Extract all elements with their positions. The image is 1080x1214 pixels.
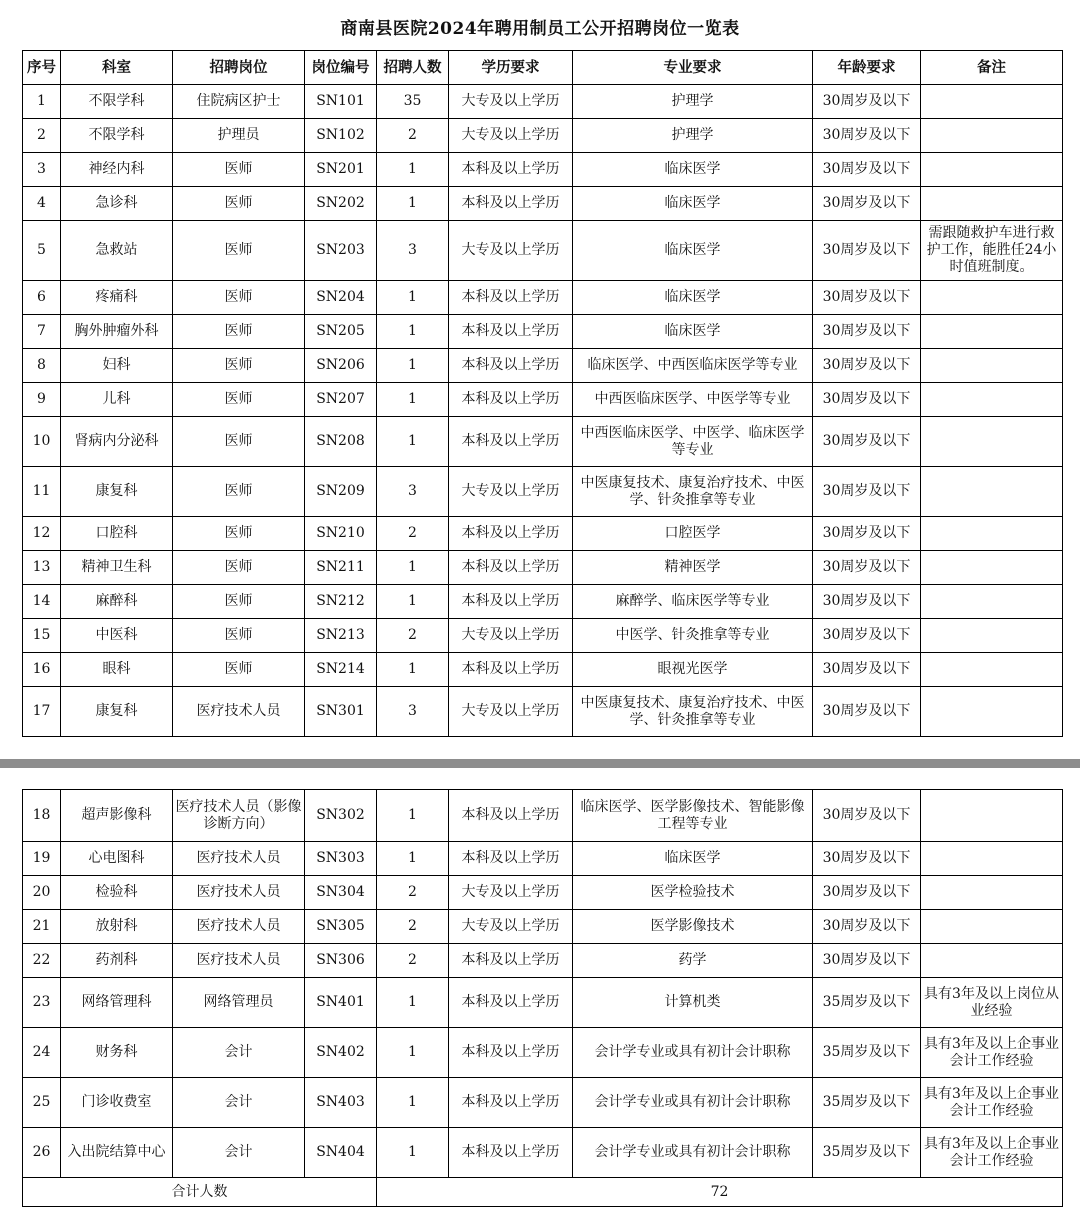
row-dept: 肾病内分泌科: [61, 417, 173, 467]
row-dept: 超声影像科: [61, 790, 173, 842]
table-row: [23, 653, 1063, 687]
row-age: 30周岁及以下: [813, 119, 921, 153]
row-major: 中医康复技术、康复治疗技术、中医学、针灸推拿等专业: [573, 687, 813, 737]
row-code: SN304: [305, 876, 377, 910]
table-row: [23, 876, 1063, 910]
row-note: [921, 551, 1063, 585]
table-row: [23, 619, 1063, 653]
row-post: 医师: [173, 653, 305, 687]
row-code: SN301: [305, 687, 377, 737]
row-code: SN403: [305, 1078, 377, 1128]
row-no: 6: [23, 281, 61, 315]
header-cell-no: 序号: [23, 51, 61, 85]
row-code: SN214: [305, 653, 377, 687]
table-row: [23, 383, 1063, 417]
row-post: 医师: [173, 221, 305, 281]
row-age: 30周岁及以下: [813, 842, 921, 876]
row-note: 具有3年及以上企事业会计工作经验: [921, 1078, 1063, 1128]
row-age: 30周岁及以下: [813, 687, 921, 737]
row-age: 35周岁及以下: [813, 1128, 921, 1178]
row-note: [921, 619, 1063, 653]
row-major: 护理学: [573, 119, 813, 153]
row-edu: 本科及以上学历: [449, 978, 573, 1028]
recruitment-table-part1: [22, 50, 1063, 737]
row-no: 26: [23, 1128, 61, 1178]
row-edu: 本科及以上学历: [449, 281, 573, 315]
row-code: SN102: [305, 119, 377, 153]
row-age: 30周岁及以下: [813, 383, 921, 417]
row-dept: 心电图科: [61, 842, 173, 876]
table-row: [23, 517, 1063, 551]
table-row: [23, 349, 1063, 383]
row-count: 1: [377, 842, 449, 876]
row-post: 住院病区护士: [173, 85, 305, 119]
row-code: SN210: [305, 517, 377, 551]
total-label: 合计人数: [23, 1178, 377, 1207]
row-dept: 门诊收费室: [61, 1078, 173, 1128]
row-count: 2: [377, 517, 449, 551]
row-age: 30周岁及以下: [813, 417, 921, 467]
row-note: [921, 153, 1063, 187]
row-post: 医疗技术人员: [173, 687, 305, 737]
row-age: 30周岁及以下: [813, 187, 921, 221]
row-no: 4: [23, 187, 61, 221]
header-cell-age: 年龄要求: [813, 51, 921, 85]
row-code: SN201: [305, 153, 377, 187]
row-dept: 检验科: [61, 876, 173, 910]
table-row: [23, 585, 1063, 619]
row-no: 19: [23, 842, 61, 876]
row-count: 1: [377, 417, 449, 467]
row-post: 网络管理员: [173, 978, 305, 1028]
row-note: [921, 417, 1063, 467]
row-code: SN305: [305, 910, 377, 944]
table-row: [23, 1128, 1063, 1178]
table-row: [23, 119, 1063, 153]
row-code: SN207: [305, 383, 377, 417]
row-note: [921, 467, 1063, 517]
row-major: 医学影像技术: [573, 910, 813, 944]
table-row: [23, 910, 1063, 944]
row-age: 30周岁及以下: [813, 349, 921, 383]
row-note: [921, 315, 1063, 349]
row-edu: 本科及以上学历: [449, 653, 573, 687]
table-row: [23, 187, 1063, 221]
row-dept: 不限学科: [61, 119, 173, 153]
row-age: 30周岁及以下: [813, 585, 921, 619]
row-edu: 本科及以上学历: [449, 1028, 573, 1078]
row-major: 临床医学: [573, 221, 813, 281]
row-edu: 本科及以上学历: [449, 315, 573, 349]
row-post: 医疗技术人员（影像诊断方向）: [173, 790, 305, 842]
row-edu: 本科及以上学历: [449, 1128, 573, 1178]
row-code: SN306: [305, 944, 377, 978]
row-edu: 本科及以上学历: [449, 944, 573, 978]
row-major: 中西医临床医学、中医学等专业: [573, 383, 813, 417]
row-major: 医学检验技术: [573, 876, 813, 910]
row-post: 医师: [173, 551, 305, 585]
row-age: 30周岁及以下: [813, 221, 921, 281]
row-edu: 本科及以上学历: [449, 349, 573, 383]
row-post: 医疗技术人员: [173, 910, 305, 944]
row-post: 医师: [173, 187, 305, 221]
row-edu: 大专及以上学历: [449, 85, 573, 119]
header-cell-edu: 学历要求: [449, 51, 573, 85]
table-row: [23, 281, 1063, 315]
row-major: 计算机类: [573, 978, 813, 1028]
row-code: SN204: [305, 281, 377, 315]
row-no: 20: [23, 876, 61, 910]
row-edu: 大专及以上学历: [449, 910, 573, 944]
row-major: 临床医学、医学影像技术、智能影像工程等专业: [573, 790, 813, 842]
row-major: 精神医学: [573, 551, 813, 585]
row-note: [921, 585, 1063, 619]
row-dept: 财务科: [61, 1028, 173, 1078]
row-note: 具有3年及以上企事业会计工作经验: [921, 1028, 1063, 1078]
row-note: [921, 85, 1063, 119]
row-no: 14: [23, 585, 61, 619]
row-dept: 网络管理科: [61, 978, 173, 1028]
row-code: SN209: [305, 467, 377, 517]
row-post: 医师: [173, 417, 305, 467]
row-code: SN402: [305, 1028, 377, 1078]
row-age: 30周岁及以下: [813, 653, 921, 687]
row-edu: 本科及以上学历: [449, 842, 573, 876]
row-dept: 放射科: [61, 910, 173, 944]
row-code: SN203: [305, 221, 377, 281]
row-count: 1: [377, 551, 449, 585]
row-no: 16: [23, 653, 61, 687]
row-note: [921, 910, 1063, 944]
table-row: [23, 85, 1063, 119]
row-major: 临床医学: [573, 281, 813, 315]
row-note: [921, 349, 1063, 383]
row-post: 医师: [173, 349, 305, 383]
row-no: 21: [23, 910, 61, 944]
row-dept: 康复科: [61, 687, 173, 737]
row-age: 30周岁及以下: [813, 790, 921, 842]
row-code: SN213: [305, 619, 377, 653]
row-note: [921, 790, 1063, 842]
header-cell-note: 备注: [921, 51, 1063, 85]
row-code: SN202: [305, 187, 377, 221]
row-major: 临床医学、中西医临床医学等专业: [573, 349, 813, 383]
table-row: [23, 417, 1063, 467]
row-code: SN404: [305, 1128, 377, 1178]
row-count: 2: [377, 619, 449, 653]
row-note: 需跟随救护车进行救护工作，能胜任24小时值班制度。: [921, 221, 1063, 281]
row-note: [921, 187, 1063, 221]
row-count: 35: [377, 85, 449, 119]
row-edu: 大专及以上学历: [449, 619, 573, 653]
row-age: 30周岁及以下: [813, 467, 921, 517]
row-count: 1: [377, 978, 449, 1028]
row-no: 23: [23, 978, 61, 1028]
table-row: [23, 1078, 1063, 1128]
row-count: 1: [377, 281, 449, 315]
row-post: 医师: [173, 281, 305, 315]
row-count: 1: [377, 1078, 449, 1128]
row-post: 医疗技术人员: [173, 944, 305, 978]
row-age: 30周岁及以下: [813, 551, 921, 585]
row-major: 口腔医学: [573, 517, 813, 551]
row-code: SN302: [305, 790, 377, 842]
row-no: 11: [23, 467, 61, 517]
row-age: 30周岁及以下: [813, 153, 921, 187]
row-edu: 大专及以上学历: [449, 876, 573, 910]
row-count: 2: [377, 119, 449, 153]
header-cell-major: 专业要求: [573, 51, 813, 85]
recruitment-table-part2: [22, 789, 1063, 1207]
row-age: 30周岁及以下: [813, 315, 921, 349]
row-no: 3: [23, 153, 61, 187]
row-note: 具有3年及以上岗位从业经验: [921, 978, 1063, 1028]
row-major: 眼视光医学: [573, 653, 813, 687]
row-count: 1: [377, 1028, 449, 1078]
row-code: SN211: [305, 551, 377, 585]
page-divider: [0, 759, 1080, 768]
row-no: 15: [23, 619, 61, 653]
row-age: 30周岁及以下: [813, 281, 921, 315]
row-note: [921, 842, 1063, 876]
row-edu: 大专及以上学历: [449, 687, 573, 737]
table-row: [23, 790, 1063, 842]
row-post: 医师: [173, 585, 305, 619]
row-dept: 麻醉科: [61, 585, 173, 619]
row-dept: 不限学科: [61, 85, 173, 119]
row-count: 1: [377, 187, 449, 221]
row-post: 医疗技术人员: [173, 876, 305, 910]
row-edu: 本科及以上学历: [449, 790, 573, 842]
header-cell-dept: 科室: [61, 51, 173, 85]
row-major: 会计学专业或具有初计会计职称: [573, 1128, 813, 1178]
row-age: 35周岁及以下: [813, 978, 921, 1028]
row-post: 医师: [173, 517, 305, 551]
row-count: 3: [377, 687, 449, 737]
row-dept: 妇科: [61, 349, 173, 383]
row-no: 13: [23, 551, 61, 585]
row-edu: 本科及以上学历: [449, 585, 573, 619]
table-row: [23, 842, 1063, 876]
row-code: SN208: [305, 417, 377, 467]
total-value: 72: [377, 1178, 1063, 1207]
row-edu: 本科及以上学历: [449, 417, 573, 467]
row-dept: 胸外肿瘤外科: [61, 315, 173, 349]
row-dept: 急诊科: [61, 187, 173, 221]
row-code: SN101: [305, 85, 377, 119]
row-age: 35周岁及以下: [813, 1078, 921, 1128]
row-post: 医疗技术人员: [173, 842, 305, 876]
row-major: 中西医临床医学、中医学、临床医学等专业: [573, 417, 813, 467]
row-age: 35周岁及以下: [813, 1028, 921, 1078]
row-no: 7: [23, 315, 61, 349]
row-note: 具有3年及以上企事业会计工作经验: [921, 1128, 1063, 1178]
row-post: 医师: [173, 619, 305, 653]
row-post: 会计: [173, 1128, 305, 1178]
row-no: 8: [23, 349, 61, 383]
row-major: 会计学专业或具有初计会计职称: [573, 1078, 813, 1128]
row-major: 临床医学: [573, 187, 813, 221]
row-count: 3: [377, 221, 449, 281]
table-row: [23, 978, 1063, 1028]
row-no: 2: [23, 119, 61, 153]
row-code: SN212: [305, 585, 377, 619]
row-age: 30周岁及以下: [813, 910, 921, 944]
row-post: 医师: [173, 315, 305, 349]
row-edu: 本科及以上学历: [449, 1078, 573, 1128]
row-count: 2: [377, 910, 449, 944]
row-age: 30周岁及以下: [813, 944, 921, 978]
table-row: [23, 551, 1063, 585]
row-count: 2: [377, 944, 449, 978]
row-no: 22: [23, 944, 61, 978]
row-major: 会计学专业或具有初计会计职称: [573, 1028, 813, 1078]
row-dept: 口腔科: [61, 517, 173, 551]
row-note: [921, 876, 1063, 910]
row-no: 24: [23, 1028, 61, 1078]
row-count: 1: [377, 153, 449, 187]
row-count: 1: [377, 383, 449, 417]
row-count: 3: [377, 467, 449, 517]
row-note: [921, 653, 1063, 687]
row-dept: 中医科: [61, 619, 173, 653]
row-dept: 入出院结算中心: [61, 1128, 173, 1178]
row-major: 中医学、针灸推拿等专业: [573, 619, 813, 653]
row-post: 医师: [173, 153, 305, 187]
row-dept: 眼科: [61, 653, 173, 687]
row-no: 25: [23, 1078, 61, 1128]
row-count: 1: [377, 790, 449, 842]
row-edu: 本科及以上学历: [449, 383, 573, 417]
row-code: SN303: [305, 842, 377, 876]
row-no: 12: [23, 517, 61, 551]
row-note: [921, 281, 1063, 315]
table-row: [23, 1028, 1063, 1078]
page-title: 商南县医院2024年聘用制员工公开招聘岗位一览表: [340, 19, 740, 39]
row-note: [921, 383, 1063, 417]
row-note: [921, 944, 1063, 978]
row-edu: 大专及以上学历: [449, 119, 573, 153]
row-age: 30周岁及以下: [813, 517, 921, 551]
header-cell-code: 岗位编号: [305, 51, 377, 85]
table-row: [23, 315, 1063, 349]
row-post: 医师: [173, 383, 305, 417]
row-post: 会计: [173, 1028, 305, 1078]
row-edu: 本科及以上学历: [449, 153, 573, 187]
row-age: 30周岁及以下: [813, 619, 921, 653]
row-note: [921, 119, 1063, 153]
header-cell-count: 招聘人数: [377, 51, 449, 85]
row-dept: 急救站: [61, 221, 173, 281]
row-dept: 精神卫生科: [61, 551, 173, 585]
table-row: [23, 944, 1063, 978]
row-no: 5: [23, 221, 61, 281]
row-no: 9: [23, 383, 61, 417]
row-code: SN206: [305, 349, 377, 383]
row-no: 18: [23, 790, 61, 842]
row-post: 医师: [173, 467, 305, 517]
total-row: [23, 1178, 1063, 1207]
table-row: [23, 687, 1063, 737]
row-age: 30周岁及以下: [813, 876, 921, 910]
row-dept: 疼痛科: [61, 281, 173, 315]
row-count: 1: [377, 1128, 449, 1178]
row-count: 1: [377, 585, 449, 619]
row-edu: 本科及以上学历: [449, 187, 573, 221]
row-major: 临床医学: [573, 315, 813, 349]
row-count: 1: [377, 315, 449, 349]
row-edu: 本科及以上学历: [449, 517, 573, 551]
row-major: 中医康复技术、康复治疗技术、中医学、针灸推拿等专业: [573, 467, 813, 517]
row-dept: 药剂科: [61, 944, 173, 978]
row-no: 10: [23, 417, 61, 467]
row-code: SN401: [305, 978, 377, 1028]
row-dept: 康复科: [61, 467, 173, 517]
row-edu: 大专及以上学历: [449, 467, 573, 517]
row-edu: 大专及以上学历: [449, 221, 573, 281]
table-row: [23, 221, 1063, 281]
row-no: 1: [23, 85, 61, 119]
row-major: 临床医学: [573, 153, 813, 187]
table-header-row: [23, 51, 1063, 85]
row-dept: 神经内科: [61, 153, 173, 187]
row-major: 麻醉学、临床医学等专业: [573, 585, 813, 619]
row-dept: 儿科: [61, 383, 173, 417]
row-major: 临床医学: [573, 842, 813, 876]
row-note: [921, 517, 1063, 551]
row-post: 护理员: [173, 119, 305, 153]
row-code: SN205: [305, 315, 377, 349]
row-major: 护理学: [573, 85, 813, 119]
row-note: [921, 687, 1063, 737]
row-count: 1: [377, 653, 449, 687]
row-no: 17: [23, 687, 61, 737]
row-count: 2: [377, 876, 449, 910]
row-count: 1: [377, 349, 449, 383]
table-row: [23, 153, 1063, 187]
row-post: 会计: [173, 1078, 305, 1128]
header-cell-post: 招聘岗位: [173, 51, 305, 85]
table-row: [23, 467, 1063, 517]
row-major: 药学: [573, 944, 813, 978]
row-age: 30周岁及以下: [813, 85, 921, 119]
row-edu: 本科及以上学历: [449, 551, 573, 585]
